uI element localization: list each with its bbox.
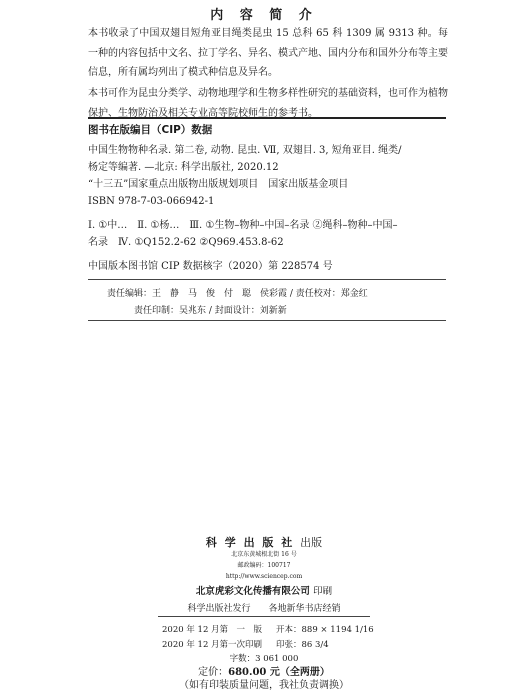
cip-line-1: 中国生物物种名录. 第二卷, 动物. 昆虫. Ⅶ, 双翅目. 3, 短角亚目. 绳类/ <box>88 145 402 156</box>
cip-divider <box>88 279 446 280</box>
publisher-suffix: 出版 <box>300 536 323 549</box>
cip-line-7: 中国版本图书馆 CIP 数据核字（2020）第 228574 号 <box>88 261 333 272</box>
price-label: 定价： <box>198 667 229 678</box>
edition-left: 2020 年 12 月第 一 版 <box>162 625 263 635</box>
price-value: 680.00 元（全两册） <box>228 667 330 678</box>
printing-left: 2020 年 12 月第一次印刷 <box>162 640 263 650</box>
editors-line-1: 责任编辑：王 静 马 俊 付 聪 侯彩霞 / 责任校对：郑金红 <box>107 289 368 299</box>
top-divider <box>88 117 446 119</box>
cip-line-4: ISBN 978-7-03-066942-1 <box>88 196 215 207</box>
editors-divider <box>88 320 446 321</box>
cip-line-2: 杨定等编著. —北京: 科学出版社, 2020.12 <box>88 162 279 173</box>
editors-line-2: 责任印制：吴兆东 / 封面设计：刘新新 <box>134 306 287 316</box>
quality-note: （如有印装质量问题，我社负责调换） <box>179 680 349 691</box>
publisher-name: 科 学 出 版 社 <box>205 536 295 549</box>
distributor: 科学出版社发行 各地新华书店经销 <box>187 604 341 614</box>
printer-line <box>0 583 528 597</box>
intro-paragraph-2: 本书可作为昆虫分类学、动物地理学和生物多样性研究的基础资料，也可作为植物保护、生物防治及相关专业高等院校师生的参考书。 <box>88 88 448 119</box>
intro-title: 内 容 简 介 <box>210 8 318 23</box>
printer-suffix: 印刷 <box>313 586 333 597</box>
word-count: 字数：3 061 000 <box>229 654 299 664</box>
cip-line-5: Ⅰ. ①中… Ⅱ. ①杨… Ⅲ. ①生物–物种–中国–名录 ②绳科–物种–中国– <box>88 220 398 231</box>
intro-paragraph-1: 本书收录了中国双翅目短角亚目绳类昆虫 15 总科 65 科 1309 属 9313 种。每一种的内容包括中文名、拉丁学名、异名、模式产地、国内分布和国外分布等主要信息，所有属均列出了模式种信息及异名。 <box>88 28 448 78</box>
publisher-url: http://www.sciencep.com <box>225 573 303 580</box>
cip-line-3: “十三五”国家重点出版物出版规划项目 国家出版基金项目 <box>88 179 349 190</box>
printer-name: 北京虎彩文化传播有限公司 <box>195 586 310 597</box>
colophon-divider <box>158 616 370 617</box>
publisher-address: 北京东黄城根北街 16 号 <box>231 551 297 558</box>
publisher-postcode: 邮政编码：100717 <box>237 562 291 569</box>
publisher-line <box>0 534 528 550</box>
printing-right: 印张：86 3/4 <box>276 640 329 650</box>
edition-right: 开本：889 × 1194 1/16 <box>276 625 374 635</box>
cip-line-6: 名录 Ⅳ. ①Q152.2-62 ②Q969.453.8-62 <box>88 237 284 248</box>
cip-heading: 图书在版编目（CIP）数据 <box>88 124 213 136</box>
